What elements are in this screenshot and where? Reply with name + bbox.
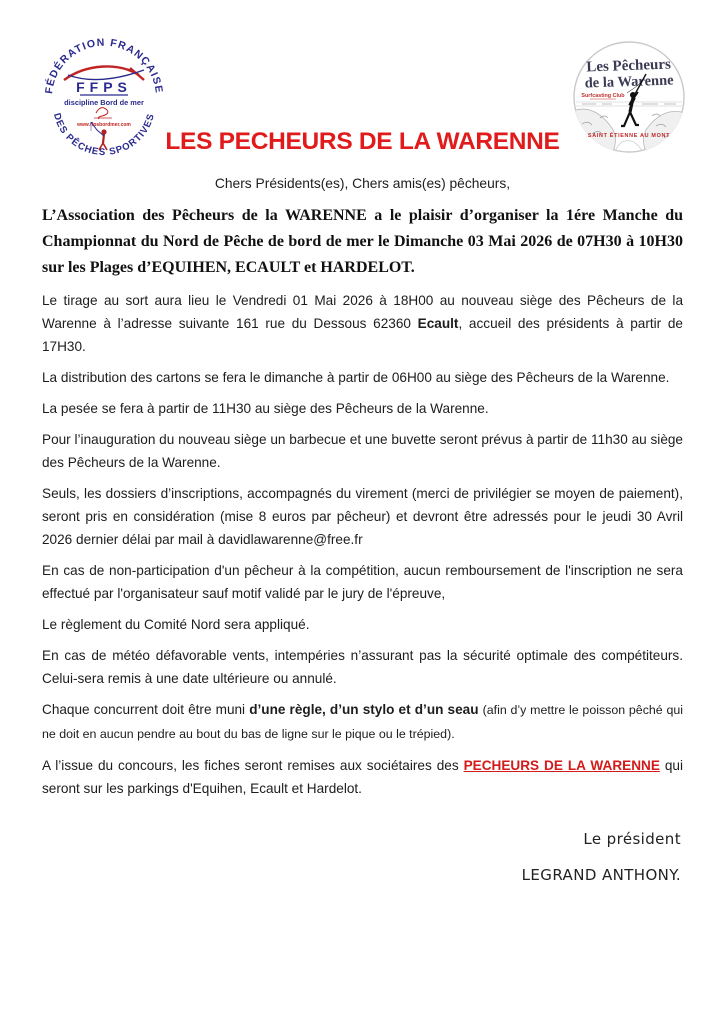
fiches-text-end: qui seront sur les parkings d'Equihen, Ecault et Hardelot. xyxy=(42,758,683,796)
paragraph-tirage xyxy=(42,289,683,358)
ffps-discipline-text: discipline Bord de mer xyxy=(64,98,144,107)
materiel-note: (afin d’y mettre le poisson pêché qui ne doit en aucun pendre au bout du bas de ligne sur le pique ou le trépied). xyxy=(42,703,683,741)
paragraph-barbecue: Pour l’inauguration du nouveau siège un barbecue et une buvette seront prévus à partir de 11h30 au siège des Pêcheurs de la Warenne. xyxy=(42,432,683,470)
materiel-bold-items: d’une règle, d’un stylo et d’un seau xyxy=(249,702,483,717)
signature-name: LEGRAND ANTHONY. xyxy=(521,866,681,884)
fish-swoosh-icon xyxy=(64,66,144,80)
tirage-bold-ecault: Ecault xyxy=(417,316,459,331)
paragraph-materiel xyxy=(42,698,683,746)
club-name-line1: Les Pêcheurs xyxy=(586,56,672,76)
paragraph-inscriptions xyxy=(42,482,683,551)
ffps-website-text: www.ffpsbordmer.com xyxy=(77,122,131,128)
paragraph-intro: L’Association des Pêcheurs de la WARENNE a le plaisir d’organiser la 1ére Manche du Championnat du Nord de Pêche de bord de mer le Dimanche 03 Mai 2026 de 07H30 à 10H30 sur les Plages d’EQUIHEN, ECAULT et HARDELOT. xyxy=(42,207,683,276)
page-title: LES PECHEURS DE LA WARENNE xyxy=(165,128,560,155)
fiches-text: A l’issue du concours, les fiches seront remises aux sociétaires des xyxy=(42,758,464,773)
club-subtitle-text: Surfcasting Club xyxy=(581,93,625,99)
ffps-acronym: FFPS xyxy=(76,79,132,95)
letter-body xyxy=(42,172,683,884)
paragraph-pesee: La pesée se fera à partir de 11H30 au siège des Pêcheurs de la Warenne. xyxy=(42,401,489,416)
ffps-arc-bottom-text: DES PÊCHES SPORTIVES xyxy=(50,111,158,159)
tirage-text: Le tirage au sort aura lieu le Vendredi 01 Mai 2026 à 18H00 au nouveau siège des Pêcheurs de la Warenne à l’adresse suivante 161 rue du Dessous 62360 xyxy=(42,293,683,331)
paragraph-non-participation: En cas de non-participation d'un pêcheur à la compétition, aucun remboursement de l'inscription ne sera effectué par l'organisateur sauf motif validé par le jury de l'épreuve, xyxy=(42,563,683,601)
paragraph-reglement: Le règlement du Comité Nord sera appliqué. xyxy=(42,617,310,632)
fiches-club-name-highlight: PECHEURS DE LA WARENNE xyxy=(463,758,660,773)
email-address: davidlawarenne@free.fr xyxy=(218,532,363,547)
script-flourish-icon xyxy=(94,108,112,119)
materiel-text: Chaque concurrent doit être muni xyxy=(42,702,250,717)
paragraph-fiches xyxy=(42,754,683,800)
paragraph-cartons: La distribution des cartons se fera le dimanche à partir de 06H00 au siège des Pêcheurs de la Warenne. xyxy=(42,370,670,385)
greeting-line: Chers Présidents(es), Chers amis(es) pêcheurs, xyxy=(214,176,511,191)
signature-block xyxy=(42,830,683,884)
signature-role: Le président xyxy=(583,830,681,848)
tirage-text-end: , accueil des présidents à partir de 17H30. xyxy=(42,316,683,354)
club-location-text: SAINT ÉTIENNE AU MONT xyxy=(587,133,671,139)
inscriptions-text: Seuls, les dossiers d’inscriptions, accompagnés du virement (merci de privilégier se moyen de paiement), seront pris en considération (mise 8 euros par pêcheur) et devront être adressés pour le jeudi 30 Avril 2026 dernier délai par mail à xyxy=(42,486,683,547)
ffps-arc-top-text: FÉDÉRATION FRANÇAISE xyxy=(44,36,164,95)
club-name-line2: de la Warenne xyxy=(584,72,674,92)
paragraph-meteo: En cas de météo défavorable vents, intempéries n’assurant pas la sécurité optimale des compétiteurs. Celui-sera remis à une date ultérieure ou annulé. xyxy=(42,648,683,686)
